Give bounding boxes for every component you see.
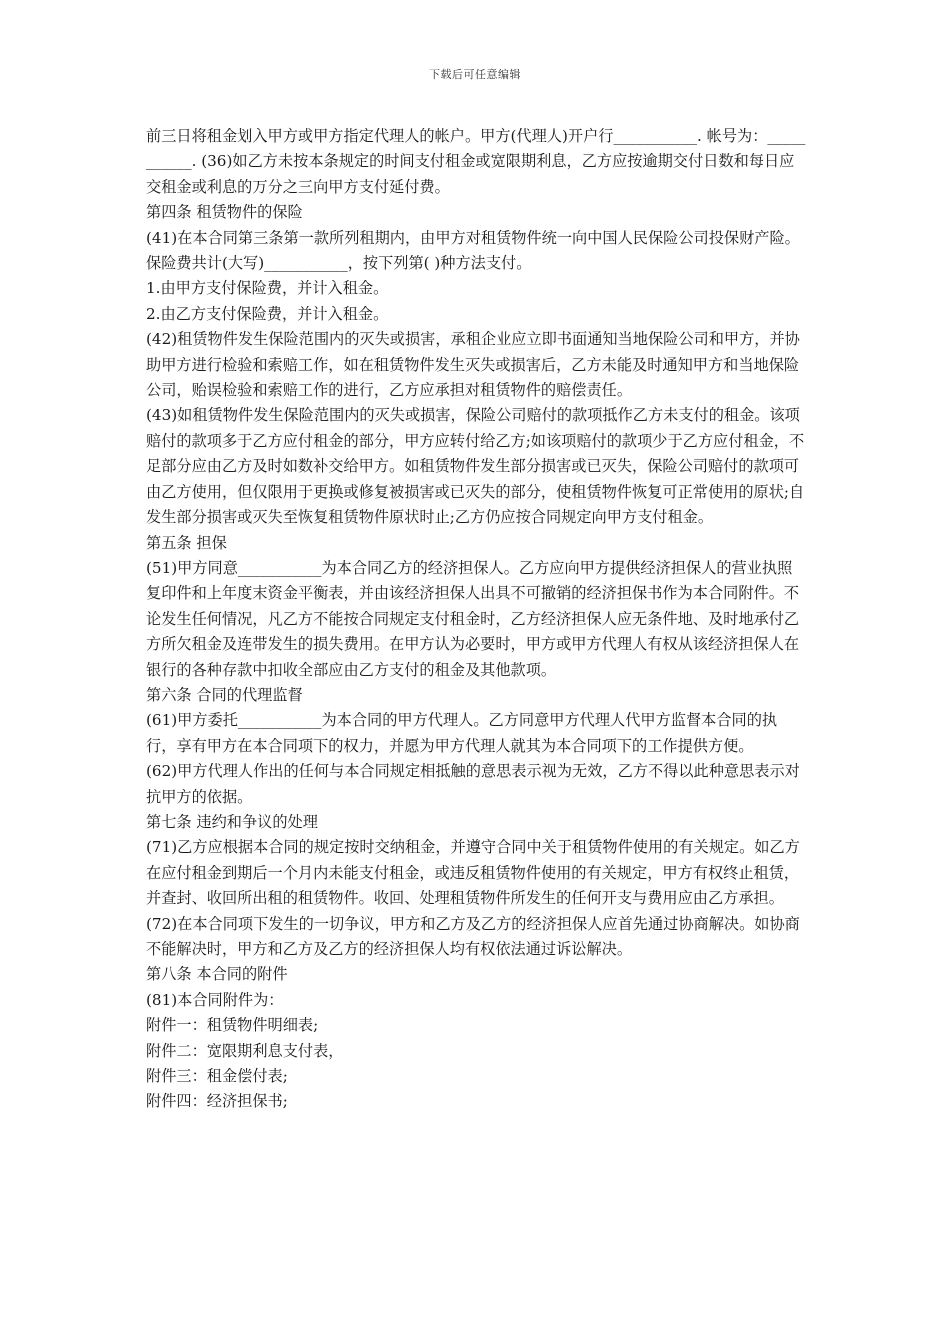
annex-item-2: 附件二：宽限期利息支付表， — [146, 1041, 344, 1060]
paragraph-62: (62)甲方代理人作出的任何与本合同规定相抵触的意思表示视为无效，乙方不得以此种意思表示对抗甲方的依据。 — [146, 762, 800, 806]
document-body — [146, 124, 806, 1115]
paragraph-71: (71)乙方应根据本合同的规定按时交纳租金，并遵守合同中关于租赁物件使用的有关规定。如乙方在应付租金到期后一个月内未能支付租金，或违反租赁物件使用的有关规定，甲方有权终止租赁，并查封、收回所出租的租赁物件。收回、处理租赁物件所发生的任何开支与费用应由乙方承担。 — [146, 838, 800, 908]
list-item-option-1: 1.由甲方支付保险费，并计入租金。 — [146, 279, 389, 298]
paragraph-41: (41)在本合同第三条第一款所列租期内，由甲方对租赁物件统一向中国人民保险公司投保财产险。保险费共计(大写)___________，按下列第( )种方法支付。 — [146, 228, 800, 273]
section-heading-insurance: 第四条 租赁物件的保险 — [146, 203, 303, 222]
paragraph-rent-payment: 前三日将租金划入甲方或甲方指定代理人的帐户。甲方(代理人)开户行___________. 帐号为：___________. (36)如乙方未按本条规定的时间支付租金或宽限期利息，乙方应按逾期交付日数和每日应交租金或利息的万分之三向甲方支付延付费。 — [146, 127, 806, 196]
paragraph-61: (61)甲方委托___________为本合同的甲方代理人。乙方同意甲方代理人代甲方监督本合同的执行，享有甲方在本合同项下的权力，并愿为甲方代理人就其为本合同项下的工作提供方便。 — [146, 711, 778, 755]
annex-item-3: 附件三：租金偿付表; — [146, 1067, 288, 1086]
section-heading-agency: 第六条 合同的代理监督 — [146, 685, 303, 704]
paragraph-51: (51)甲方同意___________为本合同乙方的经济担保人。乙方应向甲方提供经济担保人的营业执照复印件和上年度末资金平衡表，并由该经济担保人出具不可撤销的经济担保书作为本合同附件。不论发生任何情况，凡乙方不能按合同规定支付租金时，乙方经济担保人应无条件地、及时地承付乙方所欠租金及连带发生的损失费用。在甲方认为必要时，甲方或甲方代理人有权从该经济担保人在银行的各种存款中扣收全部应由乙方支付的租金及其他款项。 — [146, 558, 800, 679]
paragraph-81: (81)本合同附件为： — [146, 990, 284, 1009]
paragraph-72: (72)在本合同项下发生的一切争议，甲方和乙方及乙方的经济担保人应首先通过协商解决。如协商不能解决时，甲方和乙方及乙方的经济担保人均有权依法通过诉讼解决。 — [146, 914, 800, 958]
page-header-note: 下载后可任意编辑 — [429, 68, 521, 81]
paragraph-42: (42)租赁物件发生保险范围内的灭失或损害，承租企业应立即书面通知当地保险公司和甲方，并协助甲方进行检验和索赔工作，如在租赁物件发生灭失或损害后，乙方未能及时通知甲方和当地保险公司，贻误检验和索赔工作的进行，乙方应承担对租赁物件的赔偿责任。 — [146, 330, 800, 400]
annex-item-4: 附件四：经济担保书; — [146, 1092, 288, 1111]
paragraph-43: (43)如租赁物件发生保险范围内的灭失或损害，保险公司赔付的款项抵作乙方未支付的租金。该项赔付的款项多于乙方应付租金的部分，甲方应转付给乙方;如该项赔付的款项少于乙方应付租金，不足部分应由乙方及时如数补交给甲方。如租赁物件发生部分损害或已灭失，保险公司赔付的款项可由乙方使用，但仅限用于更换或修复被损害或已灭失的部分，使租赁物件恢复可正常使用的原状;自发生部分损害或灭失至恢复租赁物件原状时止;乙方仍应按合同规定向甲方支付租金。 — [146, 406, 805, 527]
section-heading-guarantee: 第五条 担保 — [146, 533, 227, 552]
list-item-option-2: 2.由乙方支付保险费，并计入租金。 — [146, 304, 389, 323]
annex-item-1: 附件一：租赁物件明细表; — [146, 1016, 319, 1035]
section-heading-annex: 第八条 本合同的附件 — [146, 965, 288, 984]
section-heading-breach: 第七条 违约和争议的处理 — [146, 812, 318, 831]
